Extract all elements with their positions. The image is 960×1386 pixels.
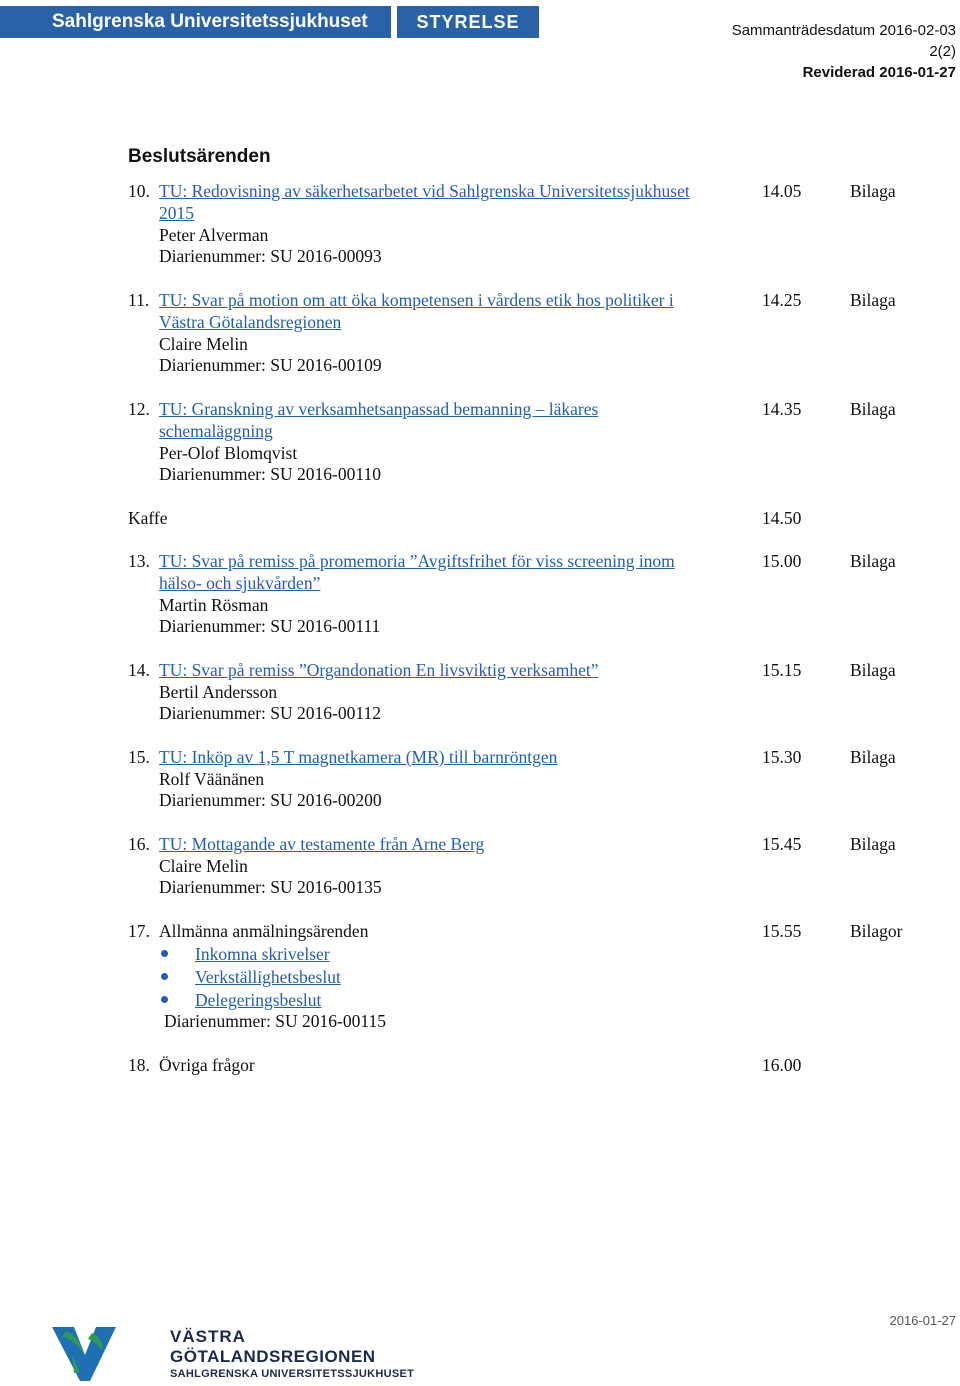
item-title-link-cont[interactable]: hälso- och sjukvården” [159,573,321,593]
item-number: 18. [128,1055,150,1075]
item-diarienummer: Diarienummer: SU 2016-00200 [159,790,382,810]
item-diarienummer: Diarienummer: SU 2016-00115 [164,1011,386,1031]
item-number: 13. [128,551,150,571]
item-number: 14. [128,660,150,680]
item-title-link[interactable]: TU: Svar på motion om att öka kompetensen i vårdens etik hos politiker i [159,290,674,310]
coffee-label: Kaffe [128,508,168,528]
revised-date: Reviderad 2016-01-27 [802,64,956,81]
meeting-date: Sammanträdesdatum 2016-02-03 [731,22,956,39]
footer-date: 2016-01-27 [889,1313,956,1328]
page-number: 2(2) [929,43,956,60]
item-title-link[interactable]: TU: Inköp av 1,5 T magnetkamera (MR) till barnröntgen [159,747,558,767]
item-presenter: Claire Melin [159,334,248,354]
item-diarienummer: Diarienummer: SU 2016-00111 [159,616,381,636]
item-presenter: Bertil Andersson [159,682,278,702]
item-presenter: Per-Olof Blomqvist [159,443,298,463]
item-title-link[interactable]: TU: Mottagande av testamente från Arne Berg [159,834,485,854]
bullet-link-inkomna-skrivelser[interactable]: Inkomna skrivelser [195,944,330,964]
item-title: Allmänna anmälningsärenden [159,921,369,941]
item-number: 15. [128,747,150,767]
header-banner [0,6,539,38]
item-attachment: Bilaga [850,551,896,571]
coffee-time: 14.50 [762,508,802,528]
item-time: 15.00 [762,551,802,571]
item-number: 16. [128,834,150,854]
item-attachment: Bilaga [850,747,896,767]
item-title-link-cont[interactable]: 2015 [159,203,194,223]
item-time: 14.35 [762,399,802,419]
item-attachment: Bilaga [850,181,896,201]
item-number: 12. [128,399,150,419]
item-presenter: Rolf Väänänen [159,769,265,789]
item-time: 15.15 [762,660,802,680]
item-attachment: Bilaga [850,399,896,419]
item-diarienummer: Diarienummer: SU 2016-00093 [159,246,382,266]
item-time: 15.30 [762,747,802,767]
item-attachment: Bilaga [850,834,896,854]
bullet-icon [161,996,168,1003]
item-title-link-cont[interactable]: schemaläggning [159,421,273,441]
item-title-link[interactable]: TU: Svar på remiss ”Organdonation En livsviktig verksamhet” [159,660,599,680]
logo-line-sahlgrenska: SAHLGRENSKA UNIVERSITETSSJUKHUSET [170,1368,415,1380]
item-diarienummer: Diarienummer: SU 2016-00135 [159,877,382,897]
item-time: 15.45 [762,834,802,854]
item-diarienummer: Diarienummer: SU 2016-00112 [159,703,381,723]
item-title-link[interactable]: TU: Svar på remiss på promemoria ”Avgiftsfrihet för viss screening inom [159,551,675,571]
bullet-icon [161,973,168,980]
logo-line-gotalandsregionen: GÖTALANDSREGIONEN [170,1347,376,1366]
bullet-icon [161,950,168,957]
section-title: Beslutsärenden [128,146,271,167]
item-presenter: Claire Melin [159,856,248,876]
item-title: Övriga frågor [159,1055,255,1075]
item-time: 14.05 [762,181,802,201]
bullet-link-delegeringsbeslut[interactable]: Delegeringsbeslut [195,990,322,1010]
item-number: 17. [128,921,150,941]
item-presenter: Peter Alverman [159,225,269,245]
item-time: 14.25 [762,290,802,310]
board-label: STYRELSE [397,6,539,38]
item-diarienummer: Diarienummer: SU 2016-00110 [159,464,381,484]
brand-title: Sahlgrenska Universitetssjukhuset [0,6,391,38]
item-title-link-cont[interactable]: Västra Götalandsregionen [159,312,342,332]
item-number: 11. [128,290,150,310]
logo-line-vastra: VÄSTRA [170,1327,246,1346]
vgr-logo [52,1325,415,1383]
item-attachment: Bilagor [850,921,903,941]
bullet-link-verkstallighetsbeslut[interactable]: Verkställighetsbeslut [195,967,341,987]
item-title-link[interactable]: TU: Granskning av verksamhetsanpassad bemanning – läkares [159,399,599,419]
vgr-emblem-icon [52,1325,118,1383]
item-number: 10. [128,181,150,201]
item-time: 15.55 [762,921,802,941]
item-attachment: Bilaga [850,660,896,680]
item-title-link[interactable]: TU: Redovisning av säkerhetsarbetet vid Sahlgrenska Universitetssjukhuset [159,181,690,201]
item-diarienummer: Diarienummer: SU 2016-00109 [159,355,382,375]
item-attachment: Bilaga [850,290,896,310]
item-presenter: Martin Rösman [159,595,269,615]
item-time: 16.00 [762,1055,802,1075]
